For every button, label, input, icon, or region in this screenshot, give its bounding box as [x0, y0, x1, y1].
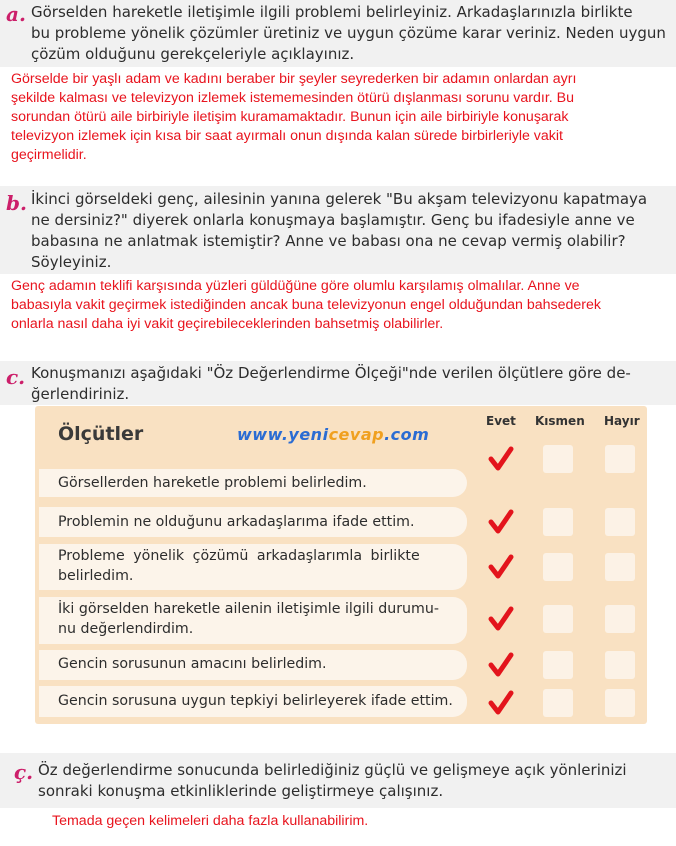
section-c2-letter: ç.	[14, 760, 34, 784]
checkmark-icon[interactable]	[486, 553, 516, 581]
scale-title: Ölçütler	[58, 423, 144, 445]
question-line: Konuşmanızı aşağıdaki "Öz Değerlendirme Ölçeği"nde verilen ölçütlere göre de-	[31, 364, 631, 382]
answer-line: televizyon izlemek için kısa bir saat ayırmalı onun dışında kalan sürede birbirleriyle vakit	[11, 128, 563, 144]
criterion-text: Probleme yönelik çözümü arkadaşlarımla birlikte	[58, 548, 420, 564]
criterion-text: Gencin sorusuna uygun tepkiyi belirleyerek ifade ettim.	[58, 693, 453, 709]
column-header-partly: Kısmen	[535, 414, 585, 428]
section-c2-question	[38, 760, 627, 802]
section-c-question	[31, 363, 631, 405]
checkmark-icon[interactable]	[486, 605, 516, 633]
checkbox-no[interactable]	[605, 508, 635, 536]
criterion-text: İki görselden hareketle ailenin iletişimle ilgili durumu-	[58, 601, 439, 617]
section-b-answer	[11, 277, 601, 334]
section-c2-answer: Temada geçen kelimeleri daha fazla kullanabilirim.	[52, 813, 369, 829]
column-header-yes: Evet	[486, 414, 516, 428]
checkbox-partly[interactable]	[543, 508, 573, 536]
watermark-suffix: .com	[384, 425, 430, 444]
checkmark-icon[interactable]	[486, 689, 516, 717]
criterion-row	[39, 544, 467, 590]
checkmark-icon[interactable]	[486, 651, 516, 679]
checkbox-partly[interactable]	[543, 689, 573, 717]
checkbox-partly[interactable]	[543, 605, 573, 633]
question-line: bu probleme yönelik çözümler üretiniz ve uygun çözüme karar veriniz. Neden uygun	[31, 24, 666, 42]
question-line: ne dersiniz?" diyerek onlarla konuşmaya başlamıştır. Genç bu ifadesiyle anne ve	[31, 211, 635, 229]
question-line: ğerlendiriniz.	[31, 385, 130, 403]
section-c-letter: c.	[6, 365, 26, 389]
answer-line: şekilde kalması ve televizyon izlemek istememesinden ötürü dışlanması sorunu vardır. Bu	[11, 90, 575, 106]
answer-line: onlarla nasıl daha iyi vakit geçirebileceklerinden bahsetmiş olabilirler.	[11, 316, 444, 332]
question-line: çözüm olduğunu gerekçeleriyle açıklayınız.	[31, 45, 355, 63]
checkbox-no[interactable]	[605, 553, 635, 581]
watermark-mid: cevap	[328, 425, 385, 444]
criterion-row	[39, 650, 467, 680]
checkbox-no[interactable]	[605, 445, 635, 473]
section-b-question	[31, 189, 647, 273]
criterion-text: belirledim.	[58, 568, 134, 584]
section-a-question	[31, 2, 666, 65]
checkbox-no[interactable]	[605, 651, 635, 679]
section-a-answer	[11, 70, 576, 165]
checkbox-no[interactable]	[605, 689, 635, 717]
answer-line: Görselde bir yaşlı adam ve kadını beraber bir şeyler seyrederken bir adamın onlardan ayrı	[11, 71, 577, 87]
watermark	[237, 425, 429, 444]
criterion-row	[39, 686, 467, 717]
checkbox-no[interactable]	[605, 605, 635, 633]
question-line: sonraki konuşma etkinliklerinde geliştirmeye çalışınız.	[38, 782, 444, 800]
question-line: Öz değerlendirme sonucunda belirlediğiniz güçlü ve gelişmeye açık yönlerinizi	[38, 761, 627, 779]
criterion-text: Problemin ne olduğunu arkadaşlarıma ifade ettim.	[58, 514, 415, 530]
section-a-letter: a.	[6, 2, 26, 26]
criterion-row	[39, 507, 467, 537]
question-line: İkinci görseldeki genç, ailesinin yanına gelerek "Bu akşam televizyonu kapatmaya	[31, 190, 648, 208]
question-line: Görselden hareketle iletişimle ilgili problemi belirleyiniz. Arkadaşlarınızla birlikte	[31, 3, 633, 21]
checkmark-icon[interactable]	[486, 508, 516, 536]
criterion-text: Gencin sorusunun amacını belirledim.	[58, 656, 327, 672]
question-line: babasına ne anlatmak istemiştir? Anne ve babası ona ne cevap vermiş olabilir?	[31, 232, 626, 250]
criterion-row	[39, 597, 467, 644]
column-header-no: Hayır	[604, 414, 640, 428]
criterion-row	[39, 469, 467, 497]
checkmark-icon[interactable]	[486, 445, 516, 473]
criterion-text: Görsellerden hareketle problemi belirledim.	[58, 475, 367, 491]
answer-line: sorundan ötürü aile birbiriyle iletişim kuramamaktadır. Bunun için aile birbiriyle konuşarak	[11, 109, 569, 125]
answer-line: babasıyla vakit geçirmek istediğinden ancak buna televizyonun engel olduğundan bahsederek	[11, 297, 601, 313]
answer-line: geçirmelidir.	[11, 147, 87, 163]
section-b-letter: b.	[6, 191, 27, 215]
checkbox-partly[interactable]	[543, 651, 573, 679]
criterion-text: nu değerlendirdim.	[58, 621, 194, 637]
watermark-prefix: www.yeni	[237, 425, 329, 444]
checkbox-partly[interactable]	[543, 553, 573, 581]
answer-line: Genç adamın teklifi karşısında yüzleri güldüğüne göre olumlu karşılamış olmalılar. Anne ve	[11, 278, 580, 294]
checkbox-partly[interactable]	[543, 445, 573, 473]
question-line: Söyleyiniz.	[31, 253, 112, 271]
